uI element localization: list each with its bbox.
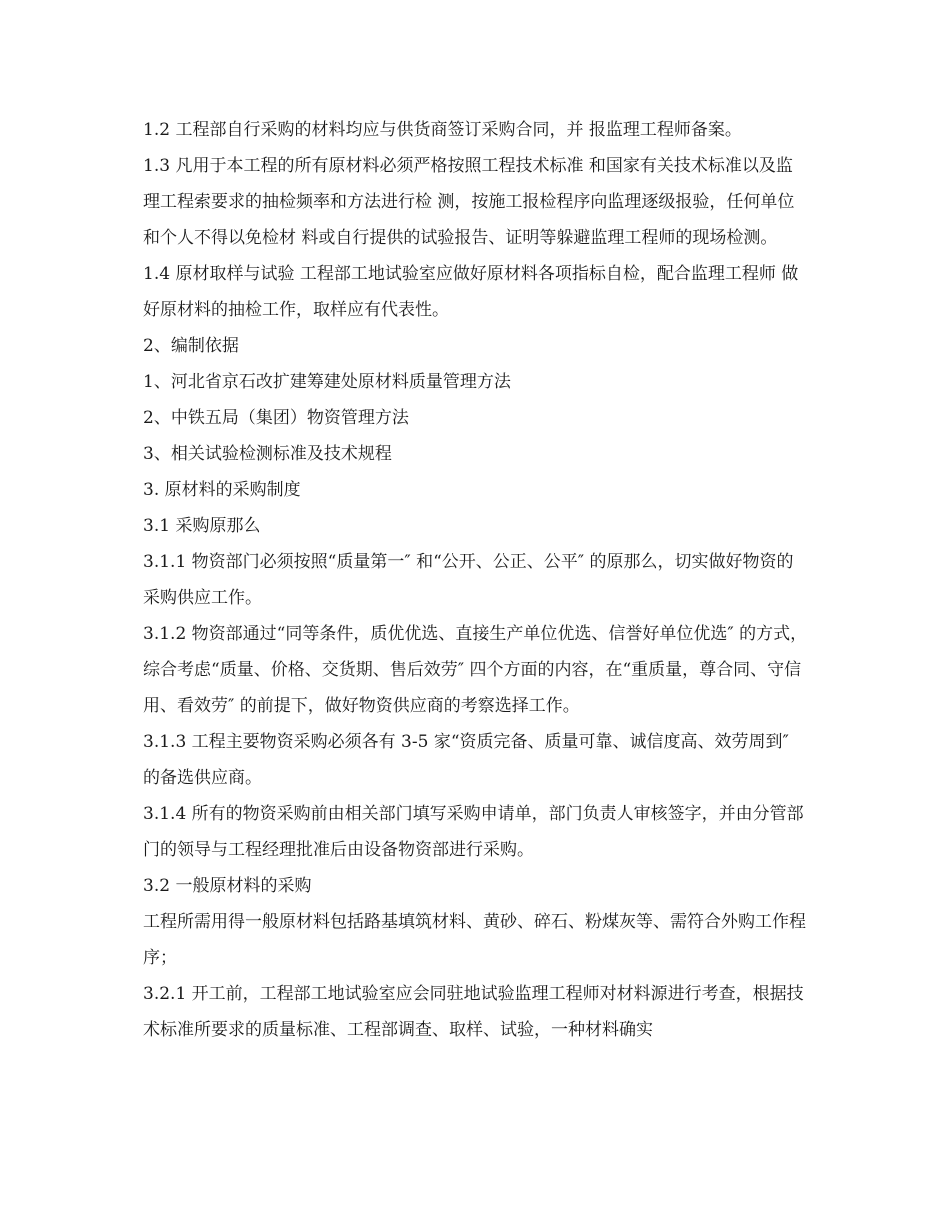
heading-general-materials: 3.2 一般原材料的采购 [143, 876, 312, 896]
paragraph-1-3: 1.3 凡用于本工程的所有原材料必须严格按照工程技术标准 和国家有关技术标准以及监理工程索要求的抽检频率和方法进行检 测，按施工报检程序向监理逐级报验，任何单位和个人不得以免检材 料或自行提供的试验报告、证明等躲避监理工程师的现场检测。 [143, 156, 795, 248]
paragraph-3-1-3: 3.1.3 工程主要物资采购必须各有 3-5 家“资质完备、质量可靠、诚信度高、效劳周到″ 的备选供应商。 [143, 732, 789, 788]
paragraph-3-1-2: 3.1.2 物资部通过“同等条件，质优优选、直接生产单位优选、信誉好单位优选″ 的方式，综合考虑“质量、价格、交货期、售后效劳″ 四个方面的内容，在“重质量，尊合同、守信用、看效劳″ 的前提下，做好物资供应商的考察选择工作。 [143, 624, 808, 716]
paragraph-1-4: 1.4 原材取样与试验 工程部工地试验室应做好原材料各项指标自检，配合监理工程师 做好原材料的抽检工作，取样应有代表性。 [143, 264, 799, 320]
paragraph-general-materials: 工程所需用得一般原材料包括路基填筑材料、黄砂、碎石、粉煤灰等、需符合外购工作程序； [143, 912, 806, 968]
heading-procurement-principle: 3.1 采购原那么 [143, 516, 261, 536]
basis-item-1: 1、河北省京石改扩建筹建处原材料质量管理方法 [143, 372, 511, 392]
basis-item-2: 2、中铁五局（集团）物资管理方法 [143, 408, 409, 428]
heading-basis: 2、编制依据 [143, 336, 239, 356]
paragraph-3-2-1: 3.2.1 开工前，工程部工地试验室应会同驻地试验监理工程师对材料源进行考查，根据技术标准所要求的质量标准、工程部调查、取样、试验，一种材料确实 [143, 984, 804, 1040]
paragraph-1-2: 1.2 工程部自行采购的材料均应与供货商签订采购合同，并 报监理工程师备案。 [143, 120, 742, 140]
heading-procurement-system: 3. 原材料的采购制度 [143, 480, 301, 500]
paragraph-3-1-1: 3.1.1 物资部门必须按照“质量第一″ 和“公开、公正、公平″ 的原那么，切实做好物资的采购供应工作。 [143, 552, 794, 608]
document-body [143, 112, 808, 1048]
basis-item-3: 3、相关试验检测标准及技术规程 [143, 444, 392, 464]
paragraph-3-1-4: 3.1.4 所有的物资采购前由相关部门填写采购申请单，部门负责人审核签字，并由分管部门的领导与工程经理批准后由设备物资部进行采购。 [143, 804, 804, 860]
